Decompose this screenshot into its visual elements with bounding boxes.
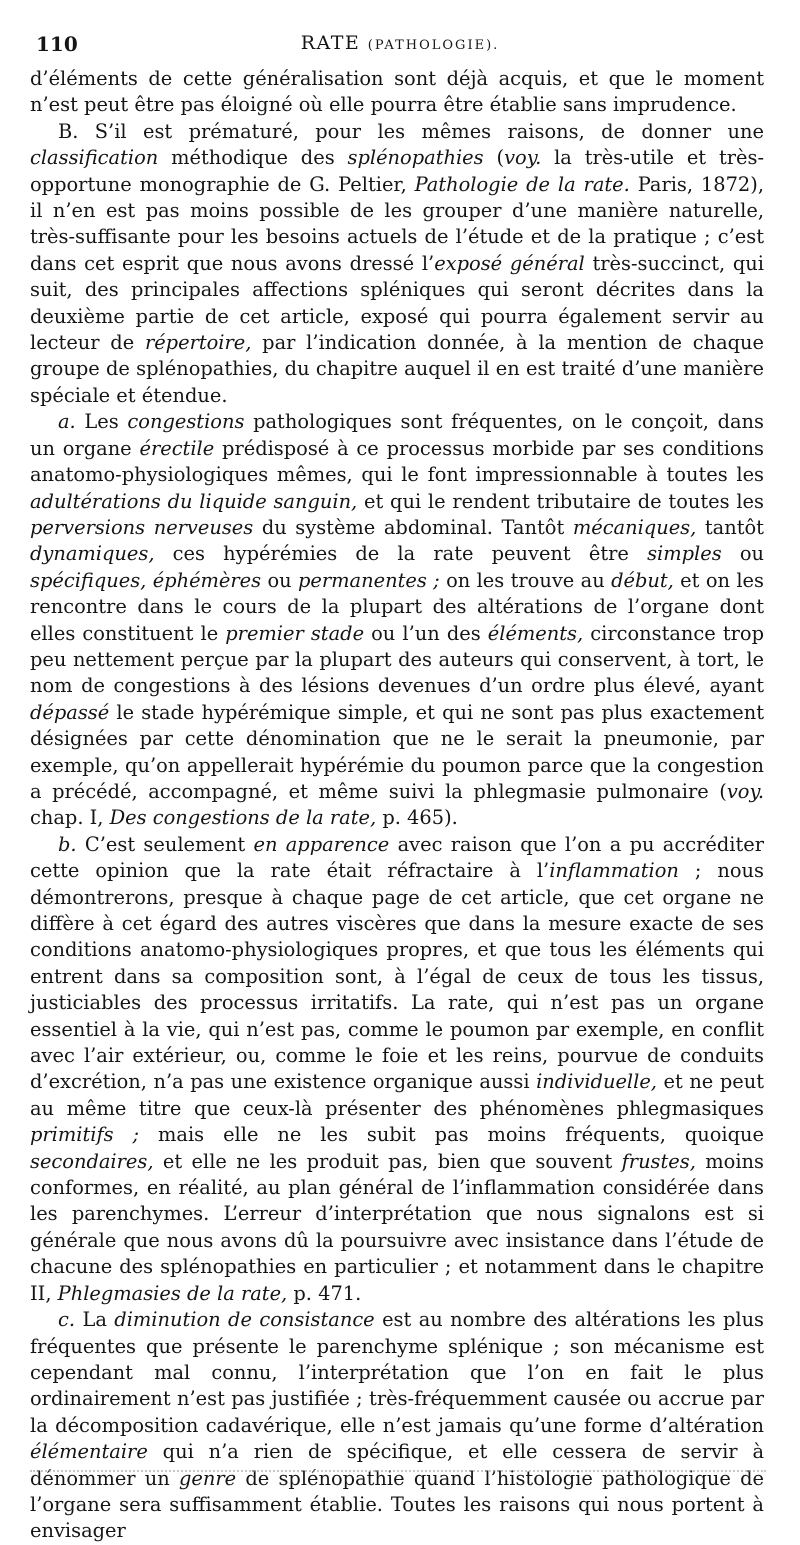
paragraph-item-c: [30, 1307, 764, 1545]
text-run: simples: [647, 542, 722, 566]
text-run: adultérations du liquide sanguin,: [30, 489, 358, 513]
text-run: b.: [58, 832, 77, 856]
text-run: primitifs ;: [30, 1123, 140, 1147]
text-run: Pathologie de la rate.: [414, 172, 630, 196]
text-run: ou: [261, 568, 299, 592]
text-run: méthodique des: [158, 146, 348, 170]
text-run: la très-utile et très-opportune monographie de G. Peltier,: [30, 146, 764, 196]
text-run: dépassé: [30, 700, 110, 724]
text-run: Les: [75, 410, 128, 434]
text-run: voy.: [726, 779, 764, 803]
text-run: érectile: [139, 436, 215, 460]
text-run: secondaires,: [30, 1149, 154, 1173]
text-run: avec raison que l’on a pu accréditer cette opinion que la rate était réfractaire à l’: [30, 832, 764, 883]
text-run: ; nous démontrerons, presque à chaque page de cet article, que cet organe ne diffère à cet égard des autres viscères que dans la mesure exacte de ses conditions anatomo-physiologiques propres, et que tous les éléments qui entrent dans sa composition sont, à l’égal de ceux de tous les tissus, justiciables des processus irritatifs. La rate, qui n’est pas un organe essentiel à la vie, qui n’est pas, comme le poumon par exemple, en conflit avec l’air extérieur, ou, comme le foie et les reins, pourvue de conduits d’excrétion, n’a pas une existence organique aussi: [30, 859, 764, 1094]
text-run: circonstance trop peu nettement perçue par la plupart des auteurs qui conservent, à tort, le nom de congestions à des lésions devenues d’un ordre plus élevé, ayant: [30, 621, 764, 698]
text-run: p. 465).: [376, 806, 458, 830]
text-run: spécifiques, éphémères: [30, 568, 262, 592]
text-run: voy.: [504, 146, 542, 170]
text-run: qui n’a rien de spécifique, et elle cessera de servir à dénommer un: [30, 1440, 764, 1490]
text-run: genre: [179, 1466, 237, 1490]
text-run: splénopathies: [347, 146, 484, 170]
text-run: pathologiques sont fréquentes, on le conçoit, dans un organe: [30, 410, 764, 460]
text-run: diminution de consistance: [114, 1308, 375, 1332]
text-run: a.: [58, 410, 76, 434]
body-text: [30, 66, 764, 1545]
text-run: en apparence: [253, 832, 390, 856]
text-run: individuelle,: [536, 1070, 657, 1094]
text-run: par l’indication donnée, à la mention de chaque groupe de splénopathies, du chapitre auquel il en est traité d’une manière spéciale et étendue.: [30, 331, 765, 407]
text-run: exposé général: [434, 251, 585, 275]
text-run: classification: [30, 146, 159, 170]
text-run: Des congestions de la rate,: [109, 806, 377, 830]
page-number: 110: [36, 32, 78, 56]
paragraph-item-b: [30, 832, 764, 1307]
running-title-main: RATE: [300, 32, 361, 54]
text-run: perversions nerveuses: [30, 515, 254, 539]
text-run: mécaniques,: [572, 515, 697, 539]
text-run: de splénopathie quand l’histologie pathologique de l’organe sera suffisamment établie. Toutes les raisons qui nous portent à envisager: [30, 1466, 764, 1543]
running-title-sub: (PATHOLOGIE).: [367, 38, 500, 53]
text-run: mais elle ne les subit pas moins fréquents, quoique: [139, 1123, 764, 1147]
text-run: inflammation: [549, 859, 679, 883]
text-run: éléments,: [487, 621, 584, 645]
running-title: [36, 32, 764, 54]
paragraph-section-b: [30, 119, 764, 409]
bottom-bleed-line: [30, 1470, 766, 1472]
text-run: C’est seulement: [76, 832, 254, 856]
paragraph-intro: [30, 66, 764, 119]
text-run: (: [483, 146, 505, 170]
intro-text: d’éléments de cette généralisation sont déjà acquis, et que le moment n’est peut être pas éloigné où elle pourra être établie sans imprudence.: [30, 67, 764, 117]
text-run: frustes,: [621, 1149, 696, 1173]
text-run: début,: [611, 568, 674, 592]
text-run: on les trouve au: [439, 568, 612, 592]
text-run: le stade hypérémique simple, et qui ne sont pas plus exactement désignées par cette dénomination que ne le serait la pneumonie, par exemple, qu’on appellerait hypérémie du poumon parce que la congestion a précédé, accompagné, et même suivi la phlegmasie pulmonaire (: [30, 700, 764, 803]
text-run: p. 471.: [287, 1281, 362, 1305]
text-run: ou: [721, 542, 764, 566]
text-run: prédisposé à ce processus morbide par ses conditions anatomo-physiologiques mêmes, qui le font impressionnable à toutes les: [30, 436, 765, 487]
text-run: et qui le rendent tributaire de toutes les: [357, 489, 764, 513]
text-run: répertoire,: [144, 331, 252, 355]
text-run: B. S’il est prématuré, pour les mêmes raisons, de donner une: [58, 119, 764, 143]
text-run: et elle ne les produit pas, bien que souvent: [153, 1149, 622, 1173]
text-run: Phlegmasies de la rate,: [57, 1281, 288, 1305]
text-run: très-succinct, qui suit, des principales affections spléniques qui seront décrites dans la deuxième partie de cet article, exposé qui pourra également servir au lecteur de: [30, 251, 764, 355]
text-run: et ne peut au même titre que ceux-là présenter des phénomènes phlegmasiques: [30, 1070, 764, 1120]
text-run: La: [75, 1308, 115, 1332]
text-run: est au nombre des altérations les plus fréquentes que présente le parenchyme splénique ; son mécanisme est cependant mal connu, l’interprétation que l’on en fait le plus ordinairement n’est pas justifiée ; très-fréquemment causée ou accrue par la décomposition cadavérique, elle n’est jamais qu’une forme d’altération: [30, 1308, 765, 1437]
text-run: moins conformes, en réalité, au plan général de l’inflammation considérée dans les parenchymes. L’erreur d’interprétation que nous signalons est si générale que nous avons dû la poursuivre avec insistance dans l’étude de chacune des splénopathies en particulier ; et notamment dans le chapitre II,: [30, 1149, 764, 1305]
paragraph-item-a: [30, 409, 764, 832]
text-run: permanentes ;: [298, 568, 440, 592]
text-run: congestions: [127, 410, 245, 434]
text-run: premier stade: [225, 621, 365, 645]
text-run: tantôt: [696, 515, 764, 539]
text-run: Paris, 1872), il n’en est pas moins possible de les grouper d’une manière naturelle, très-suffisante pour les besoins actuels de l’étude et de la pratique ; c’est dans cet esprit que nous avons dressé l’: [30, 172, 764, 275]
page-header: [36, 32, 764, 60]
text-run: du système abdominal. Tantôt: [253, 515, 573, 539]
text-run: élémentaire: [30, 1440, 148, 1464]
text-run: c.: [58, 1308, 76, 1332]
text-run: ou l’un des: [364, 621, 488, 645]
text-run: et on les rencontre dans le cours de la plupart des altérations de l’organe dont elles constituent le: [30, 568, 764, 645]
text-run: dynamiques,: [30, 542, 155, 566]
text-run: ces hypérémies de la rate peuvent être: [154, 542, 648, 566]
text-run: chap. I,: [30, 806, 110, 830]
